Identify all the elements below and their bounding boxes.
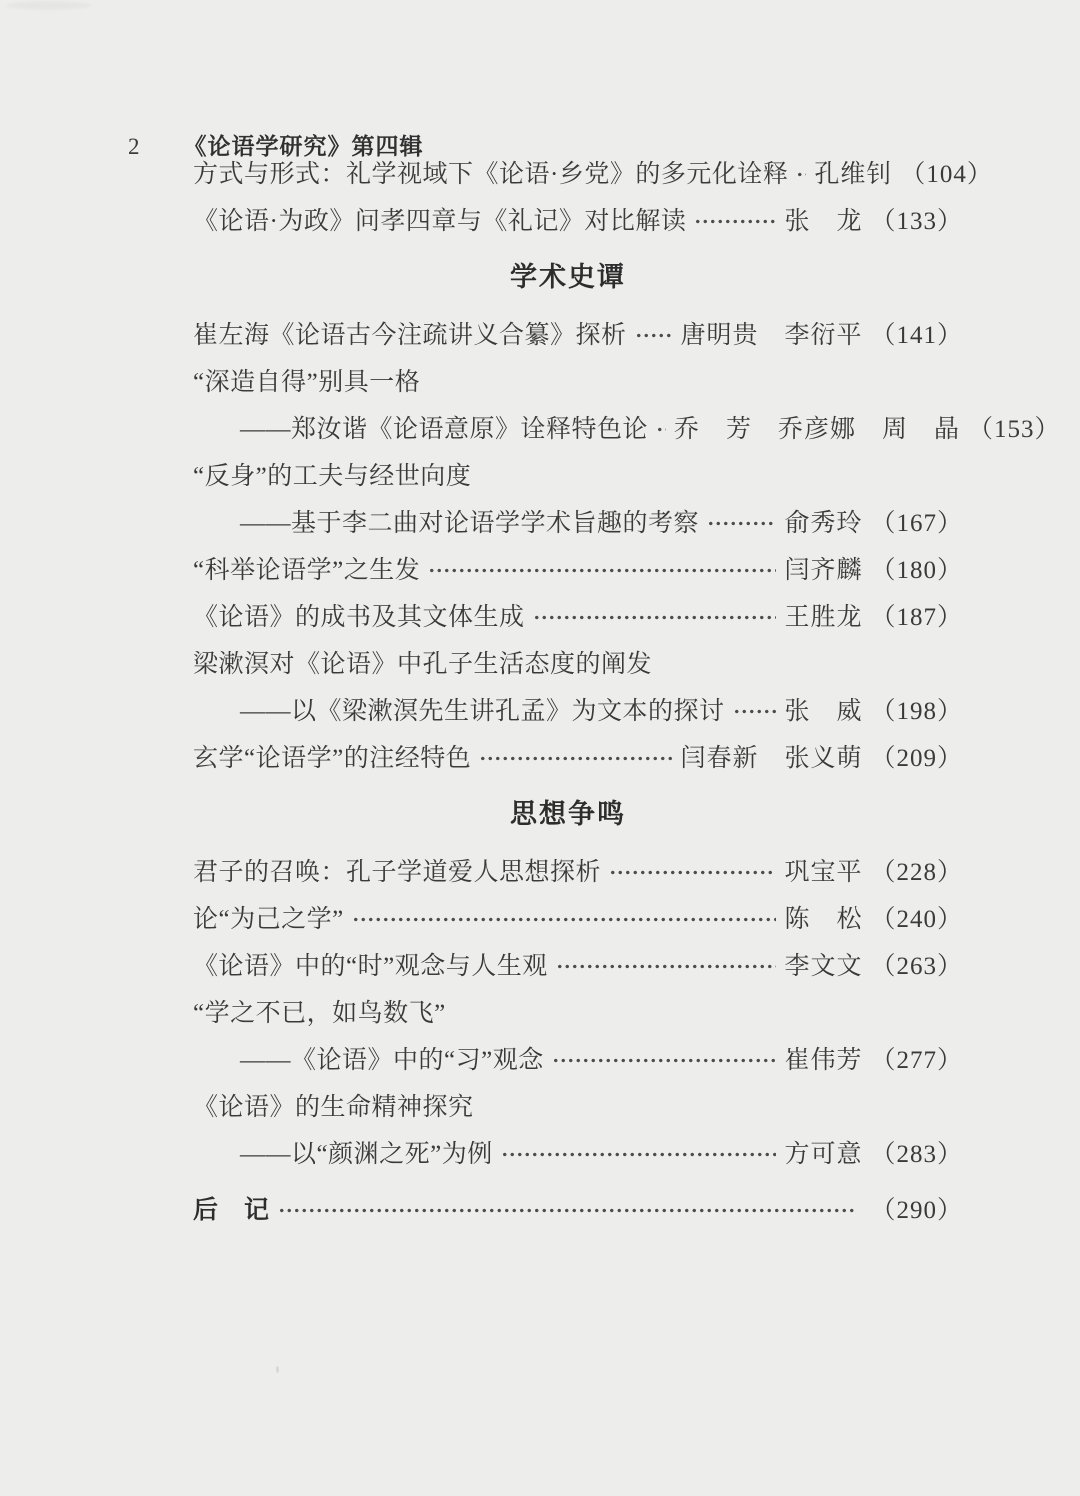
entry-subtitle: ——郑汝谐《论语意原》诠释特色论 (240, 416, 649, 443)
table-of-contents (193, 160, 1061, 1243)
toc-entry-subtitle-line (193, 1046, 963, 1075)
entry-subtitle: ——以《梁漱溟先生讲孔孟》为文本的探讨 (240, 698, 725, 725)
entry-authors: 张 威 (784, 698, 863, 725)
entry-page-number: （187） (870, 604, 963, 631)
entry-authors: 王胜龙 (784, 604, 863, 631)
toc-entry-backmatter (193, 1196, 963, 1225)
entry-authors: 闫春新 张义萌 (680, 745, 863, 772)
entry-page-number: （153） (968, 416, 1061, 443)
toc-entry-title-line (193, 462, 963, 491)
dot-leader (554, 952, 777, 981)
toc-entry-subtitle-line (193, 1140, 963, 1169)
entry-subtitle: ——以“颜渊之死”为例 (240, 1141, 493, 1168)
toc-entry (193, 321, 963, 350)
entry-title: 方式与形式：礼学视域下《论语·乡党》的多元化诠释 (193, 161, 789, 188)
dot-leader (654, 415, 666, 444)
entry-title: 崔左海《论语古今注疏讲义合纂》探析 (193, 322, 627, 349)
toc-entry-title-line (193, 368, 963, 397)
toc-entry-title-line (193, 650, 963, 679)
toc-entry (193, 858, 963, 887)
entry-authors: 闫齐麟 (784, 557, 863, 584)
toc-entry (193, 905, 963, 934)
entry-page-number: （198） (870, 698, 963, 725)
toc-entry-subtitle-line (193, 509, 963, 538)
entry-page-number: （290） (870, 1197, 963, 1224)
entry-page-number: （228） (870, 859, 963, 886)
entry-title: “深造自得”别具一格 (193, 369, 421, 396)
entry-title: “学之不已，如鸟数飞” (193, 1000, 446, 1027)
toc-entry-title-line (193, 1093, 963, 1122)
section-heading-sixiangzhengming: 思想争鸣 (510, 799, 626, 829)
entry-page-number: （104） (900, 161, 993, 188)
entry-page-number: （209） (870, 745, 963, 772)
entry-page-number: （167） (870, 510, 963, 537)
entry-title: 《论语》的成书及其文体生成 (193, 604, 525, 631)
entry-authors: 巩宝平 (784, 859, 863, 886)
toc-entry (193, 556, 963, 585)
dot-leader (499, 1140, 777, 1169)
entry-authors: 俞秀玲 (784, 510, 863, 537)
dot-leader (705, 509, 776, 538)
toc-entry (193, 160, 993, 189)
entry-title: 《论语·为政》问孝四章与《礼记》对比解读 (193, 208, 687, 235)
entry-authors: 方可意 (784, 1141, 863, 1168)
toc-entry-subtitle-line (193, 697, 963, 726)
entry-page-number: （133） (870, 208, 963, 235)
entry-title: 君子的召唤：孔子学道爱人思想探析 (193, 859, 602, 886)
entry-title: 《论语》的生命精神探究 (193, 1094, 474, 1121)
toc-entry-subtitle-line (193, 415, 1061, 444)
entry-title: “科举论语学”之生发 (193, 557, 421, 584)
entry-authors: 崔伟芳 (784, 1047, 863, 1074)
entry-page-number: （180） (870, 557, 963, 584)
scan-speck (276, 1366, 279, 1373)
entry-title: 《论语》中的“时”观念与人生观 (193, 953, 548, 980)
toc-entry (193, 952, 963, 981)
book-title: 《论语学研究》第四辑 (183, 133, 424, 159)
dot-leader (607, 858, 776, 887)
toc-entry (193, 603, 963, 632)
entry-authors: 唐明贵 李衍平 (680, 322, 863, 349)
dot-leader (350, 905, 777, 934)
entry-authors: 乔 芳 乔彦娜 周 晶 (674, 416, 961, 443)
entry-title: 梁漱溟对《论语》中孔子生活态度的阐发 (193, 651, 653, 678)
dot-leader (531, 603, 777, 632)
entry-authors: 陈 松 (784, 906, 863, 933)
dot-leader (477, 744, 672, 773)
section-heading-xueshushitan: 学术史谭 (510, 262, 626, 292)
entry-page-number: （277） (870, 1047, 963, 1074)
entry-authors: 孔维钊 (814, 161, 893, 188)
scan-smudge (6, 1, 91, 10)
entry-title: 后 记 (193, 1196, 270, 1224)
entry-page-number: （263） (870, 953, 963, 980)
dot-leader (633, 321, 673, 350)
dot-leader (692, 207, 776, 236)
entry-page-number: （240） (870, 906, 963, 933)
toc-entry (193, 744, 963, 773)
entry-page-number: （283） (870, 1141, 963, 1168)
entry-subtitle: ——《论语》中的“习”观念 (240, 1047, 544, 1074)
dot-leader (550, 1046, 777, 1075)
dot-leader (794, 160, 806, 189)
entry-page-number: （141） (870, 322, 963, 349)
dot-leader (276, 1196, 855, 1225)
dot-leader (426, 556, 776, 585)
entry-title: “反身”的工夫与经世向度 (193, 463, 472, 490)
entry-subtitle: ——基于李二曲对论语学学术旨趣的考察 (240, 510, 700, 537)
entry-title: 玄学“论语学”的注经特色 (193, 745, 472, 772)
toc-entry-title-line (193, 999, 963, 1028)
dot-leader (731, 697, 777, 726)
toc-entry (193, 207, 963, 236)
entry-authors: 张 龙 (784, 208, 863, 235)
page-number: 2 (128, 134, 140, 159)
entry-authors: 李文文 (784, 953, 863, 980)
entry-title: 论“为己之学” (193, 906, 344, 933)
